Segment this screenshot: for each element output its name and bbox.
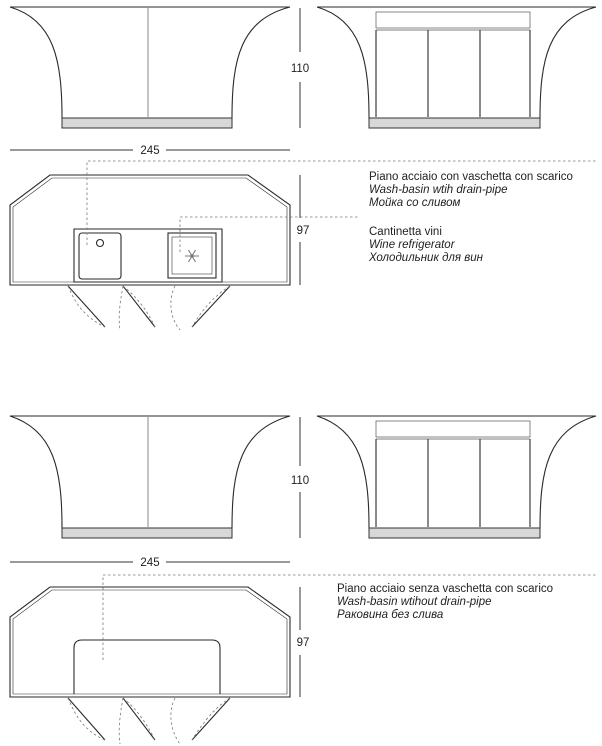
bottom-front-elevation xyxy=(10,416,290,538)
snowflake-icon xyxy=(185,250,199,262)
plain-note xyxy=(337,583,553,621)
bottom-height-dimension xyxy=(291,417,309,538)
fridge-note-ru: Холодильник для вин xyxy=(369,252,483,264)
fridge-note-en: Wine refrigerator xyxy=(369,239,455,251)
bottom-height-label: 110 xyxy=(290,475,310,487)
fridge-note-it: Cantinetta vini xyxy=(369,226,442,238)
top-front-elevation xyxy=(10,7,290,128)
plain-worktop-recess xyxy=(74,640,220,694)
bottom-depth-dimension xyxy=(297,587,310,697)
sink-note-en: Wash-basin wtih drain-pipe xyxy=(369,184,508,196)
bottom-depth-label: 97 xyxy=(296,637,310,649)
plain-note-it: Piano acciaio senza vaschetta con scarico xyxy=(337,583,554,595)
top-height-dimension xyxy=(291,8,309,128)
top-height-label: 110 xyxy=(290,63,310,75)
bottom-rear-elevation xyxy=(317,416,596,538)
sink-note xyxy=(369,171,573,209)
wine-refrigerator xyxy=(168,233,216,278)
top-plan-view xyxy=(10,175,290,330)
sink-note-ru: Мойка со сливом xyxy=(369,197,461,209)
fridge-note xyxy=(368,226,484,264)
bottom-plan-view xyxy=(10,587,290,744)
top-width-dimension xyxy=(10,145,290,157)
sink-note-it: Piano acciaio con vaschetta con scarico xyxy=(369,171,573,183)
plain-note-ru: Раковина без слива xyxy=(337,609,444,621)
bottom-width-label: 245 xyxy=(140,557,160,569)
door-swings xyxy=(68,286,230,330)
top-depth-label: 97 xyxy=(296,225,310,237)
bottom-width-dimension xyxy=(10,557,290,569)
bottom-door-swings xyxy=(68,698,230,744)
top-width-label: 245 xyxy=(140,145,160,157)
plain-note-en: Wash-basin wtihout drain-pipe xyxy=(337,596,492,608)
top-depth-dimension xyxy=(297,175,310,285)
top-rear-elevation xyxy=(317,7,596,128)
drain-hole-icon xyxy=(97,240,104,247)
